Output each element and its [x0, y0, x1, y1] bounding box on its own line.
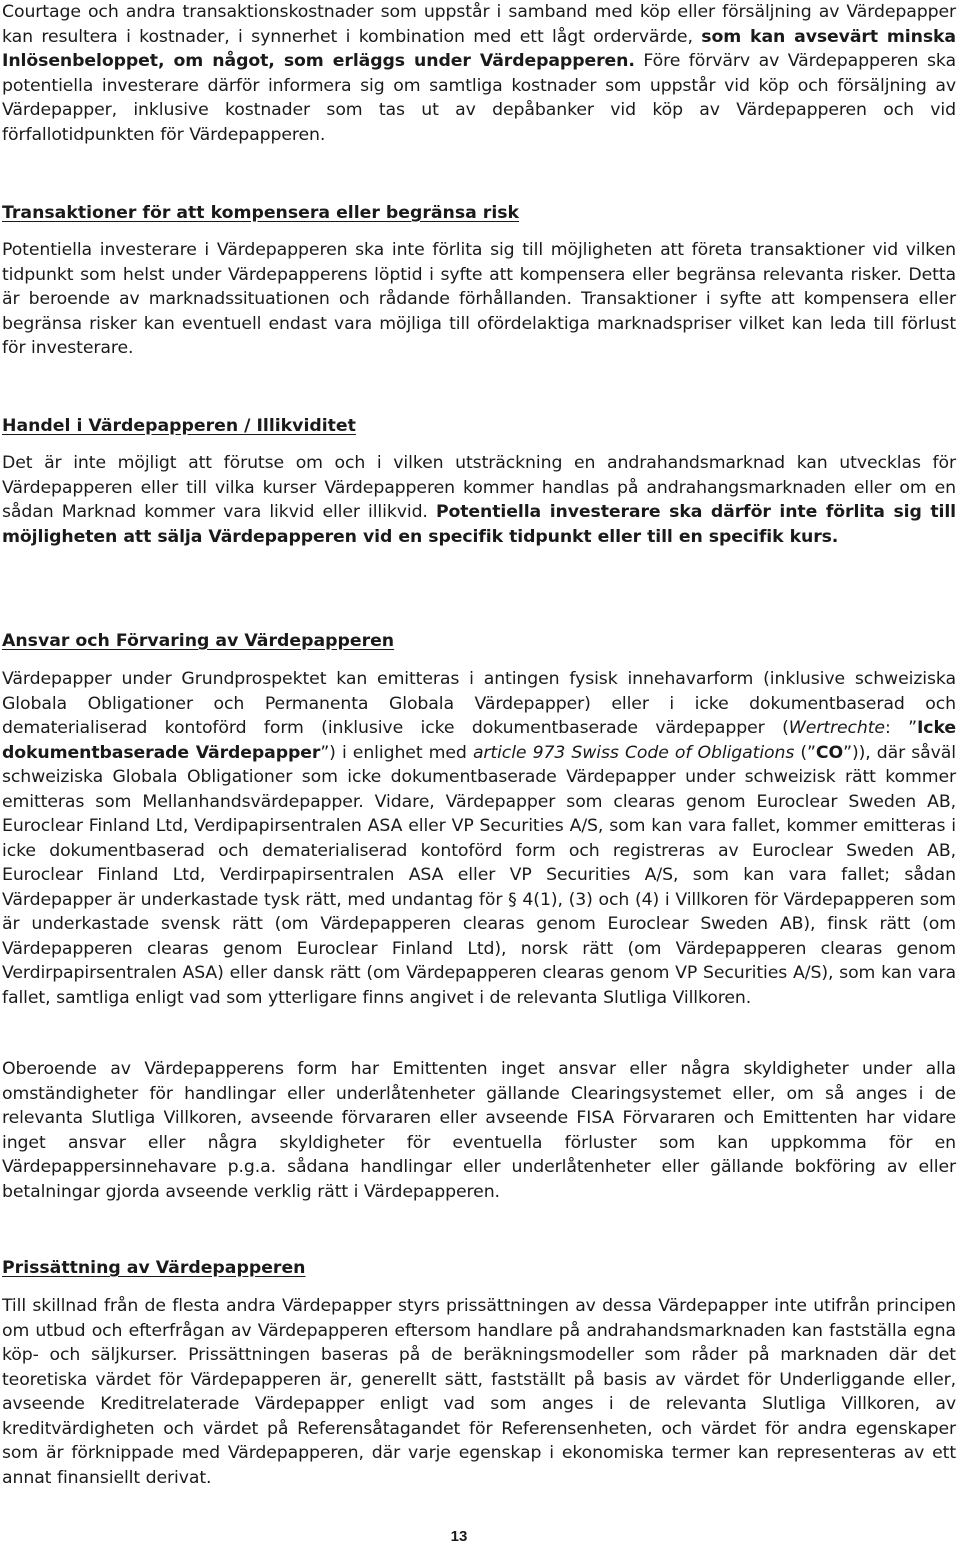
paragraph-transaktioner: Potentiella investerare i Värdepapperen ska inte förlita sig till möjligheten att företa transaktioner vid vilken tidpunkt som helst under Värdepapperens löptid i syfte att kompensera eller begränsa relevanta risker. Detta är beroende av marknadssituationen och rådande förhållanden. Transaktioner i syfte att kompensera eller begränsa risker kan eventuell endast vara möjliga till ofördelaktiga marknadspriser vilket kan leda till förlust för investerare.: [2, 240, 956, 358]
intro-paragraph: [2, 0, 956, 147]
intro-text-2: Före förvärv av Värdepapperen ska potentiella investerare därför informera sig om samtliga kostnader som uppstår vid köp och försäljning av Värdepapper, inklusive kostnader som tas ut av depåbanker vid köp av Värdepapperen och vid förfallotidpunkten för Värdepapperen.: [2, 51, 956, 145]
ansvar-text-3: ”) i enlighet med: [320, 742, 473, 763]
heading-prissattning: Prissättning av Värdepapperen: [2, 1258, 306, 1278]
ansvar-text-5: ”)), där såväl schweiziska Globala Obligationer som icke dokumentbaserade Värdepapper under schweizisk rätt kommer emitteras som Mellanhandsvärdepapper. Vidare, Värdepapper som clearas genom Euroclear Sweden AB, Euroclear Finland Ltd, Verdipapirsentralen ASA eller VP Securities A/S, som kan vara fallet, kommer emitteras i icke dokumentbaserad och dematerialiserad kontoförd form och registreras av Euroclear Sweden AB, Euroclear Finland Ltd, Verdirpapirsentralen ASA eller VP Securities A/S, som kan vara fallet; sådan Värdepapper är underkastade tysk rätt, med undantag för § 4(1), (3) och (4) i Villkoren för Värdepapperen som är underkastade svensk rätt (om Värdepapperen clearas genom Euroclear Sweden AB), finsk rätt (om Värdepapperen clearas genom Euroclear Finland Ltd), norsk rätt (om Värdepapperen clearas genom Verdirpapirsentralen ASA) eller dansk rätt (om Värdepapperen clearas genom VP Securities A/S), som kan vara fallet, samtliga enligt vad som ytterligare finns angivet i de relevanta Slutliga Villkoren.: [2, 742, 956, 1008]
ansvar-bold-co: CO: [815, 742, 844, 763]
ansvar-text-1: Värdepapper under Grundprospektet kan emitteras i antingen fysisk innehavarform (inklusive schweiziska Globala Obligationer och Permanenta Globala Värdepapper) eller i icke dokumentbaserad och dematerialiserad kontoförd form (inklusive icke dokumentbaserade värdepapper (: [2, 669, 956, 738]
handel-bold-text: Potentiella investerare ska därför inte förlita sig till möjligheten att sälja Värdepapperen vid en specifik tidpunkt eller till en specifik kurs.: [2, 502, 956, 547]
paragraph-ansvar-1: [2, 667, 956, 1010]
heading-ansvar: Ansvar och Förvaring av Värdepapperen: [2, 631, 395, 651]
paragraph-handel: [2, 451, 956, 549]
ansvar-text-4: (”: [794, 742, 816, 763]
ansvar-italic-wertrechte: Wertrechte: [788, 718, 885, 738]
intro-text-1: Courtage och andra transaktionskostnader som uppstår i samband med köp eller försäljning av Värdepapper kan resultera i kostnader, i synnerhet i kombination med ett lågt ordervärde,: [2, 2, 956, 47]
page-number: 13: [450, 1528, 468, 1545]
ansvar-text-2: : ”: [884, 718, 917, 738]
ansvar-italic-article: article 973 Swiss Code of Obligations: [472, 742, 795, 763]
intro-bold-text: som kan avsevärt minska Inlösenbeloppet, om något, som erläggs under Värdepapperen.: [2, 26, 956, 71]
heading-handel: Handel i Värdepapperen / Illikviditet: [2, 416, 356, 436]
handel-text-1: Det är inte möjligt att förutse om och i vilken utsträckning en andrahandsmarknad kan utvecklas för Värdepapperen eller till vilka kurser Värdepapperen kommer handlas på andrahangsmarknaden eller om en sådan Marknad kommer vara likvid eller illikvid.: [2, 453, 956, 522]
heading-transaktioner: Transaktioner för att kompensera eller begränsa risk: [2, 203, 520, 223]
ansvar-bold-term: Icke dokumentbaserade Värdepapper: [2, 718, 956, 763]
paragraph-prissattning: Till skillnad från de flesta andra Värdepapper styrs prissättningen av dessa Värdepapper inte utifrån principen om utbud och efterfrågan av Värdepapperen eftersom handlare på andrahandsmarknaden kan fastställa egna köp- och säljkurser. Prissättningen baseras på de beräkningsmodeller som råder på marknaden där det teoretiska värdet för Värdepapperen är, generellt sätt, fastställt på basis av värdet för Underliggande eller, avseende Kreditrelaterade Värdepapper enligt vad som anges i de relevanta Slutliga Villkoren, av kreditvärdigheten och värdet på Referensåtagandet för Referensenheten, och värdet för andra egenskaper som är förknippade med Värdepapperen, där varje egenskap i ekonomiska termer kan representeras av ett annat finansiellt derivat.: [2, 1296, 956, 1488]
paragraph-ansvar-2: Oberoende av Värdepapperens form har Emittenten inget ansvar eller några skyldigheter under alla omständigheter för handlingar eller underlåtenheter gällande Clearingsystemet eller, om så anges i de relevanta Slutliga Villkoren, avseende förvararen eller avseende FISA Förvararen och Emittenten har vidare inget ansvar eller några skyldigheter för eventuella förluster som kan uppkomma för en Värdepappersinnehavare p.g.a. sådana handlingar eller underlåtenheter eller gällande bokföring av eller betalningar gjorda avseende verklig rätt i Värdepapperen.: [2, 1059, 956, 1202]
